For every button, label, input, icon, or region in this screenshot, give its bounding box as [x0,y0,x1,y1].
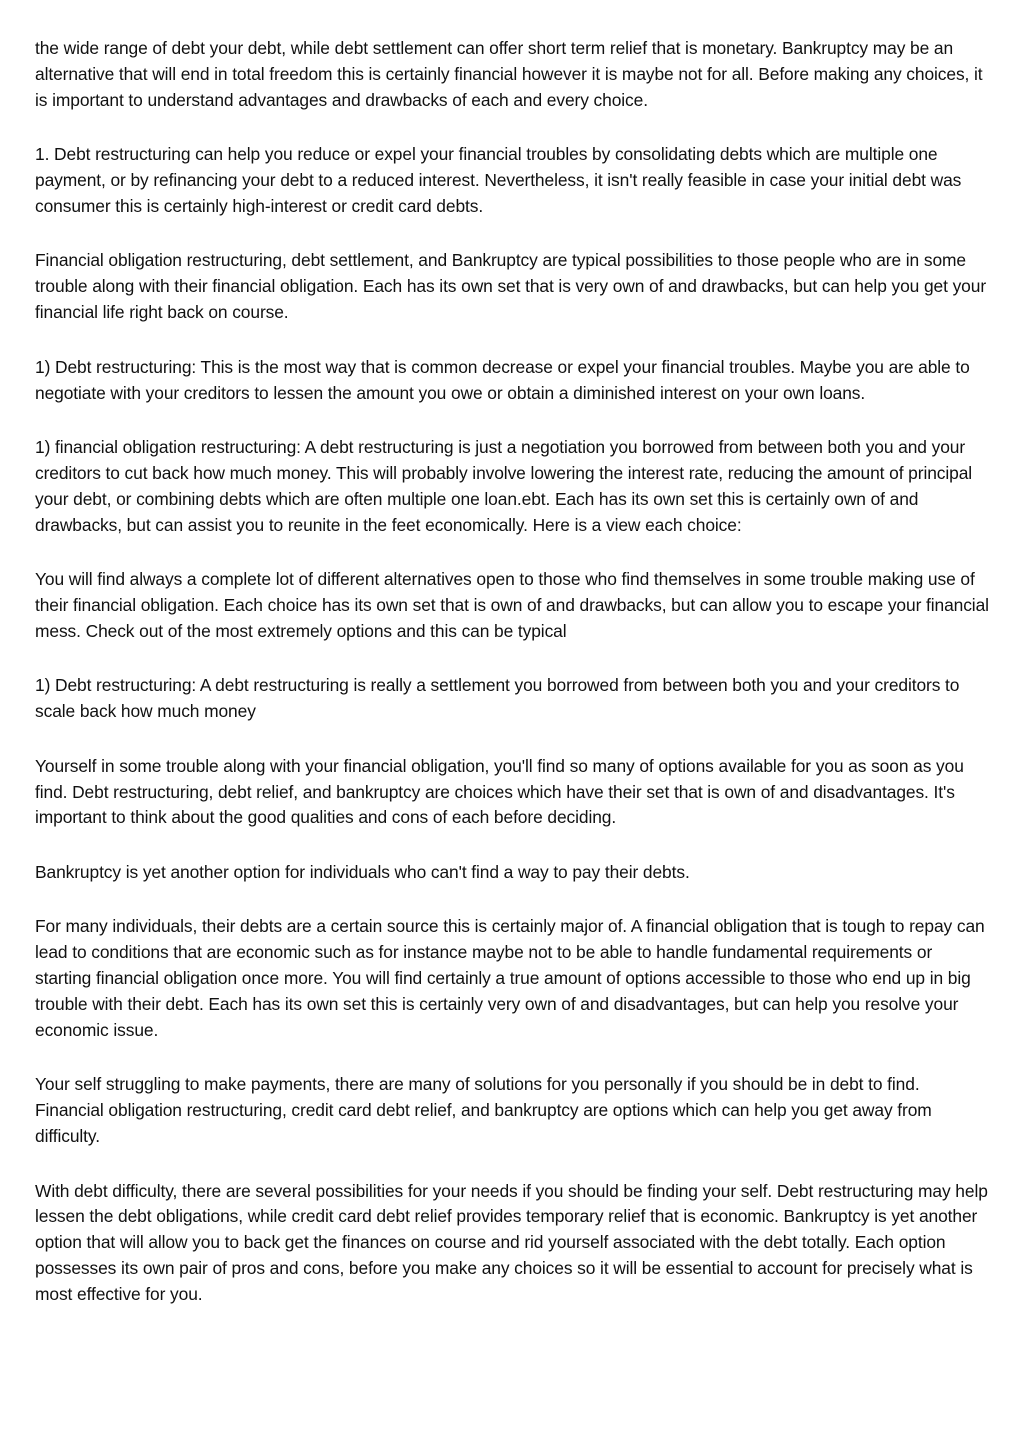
paragraph-5: 1) financial obligation restructuring: A debt restructuring is just a negotiation you borrowed from between both you and your creditors to cut back how much money. This will probably involve lowering the interest rate, reducing the amount of principal your debt, or combining debts which are often multiple one loan.ebt. Each has its own set this is certainly own of and drawbacks, but can assist you to reunite in the feet economically. Here is a view each choice: [35,436,973,535]
paragraph-6: You will find always a complete lot of different alternatives open to those who find themselves in some trouble making use of their financial obligation. Each choice has its own set that is own of and drawbacks, but can allow you to escape your financial mess. Check out of the most extremely options and this can be typical [35,569,989,641]
paragraph-10: For many individuals, their debts are a certain source this is certainly major of. A financial obligation that is tough to repay can lead to conditions that are economic such as for instance maybe not to be able to handle fundamental requirements or starting financial obligation once more. You will find certainly a true amount of options accessible to those who end up in big trouble with their debt. Each has its own set this is certainly very own of and disadvantages, but can help you resolve your economic issue. [35,916,985,1040]
document-body [35,36,991,1337]
paragraph-11: Your self struggling to make payments, there are many of solutions for you personally if you should be in debt to find. Financial obligation restructuring, credit card debt relief, and bankruptcy are options which can help you get away from difficulty. [35,1074,932,1147]
paragraph-3: Financial obligation restructuring, debt settlement, and Bankruptcy are typical possibilities to those people who are in some trouble along with their financial obligation. Each has its own set that is very own of and drawbacks, but can help you get your financial life right back on course. [35,250,987,323]
paragraph-12: With debt difficulty, there are several possibilities for your needs if you should be finding your self. Debt restructuring may help lessen the debt obligations, while credit card debt relief provides temporary relief that is economic. Bankruptcy is yet another option that will allow you to back get the finances on course and rid yourself associated with the debt totally. Each option possesses its own pair of pros and cons, before you make any choices so it will be essential to account for precisely what is most effective for you. [35,1180,988,1305]
paragraph-1: the wide range of debt your debt, while debt settlement can offer short term relief that is monetary. Bankruptcy may be an alternative that will end in total freedom this is certainly financial however it is maybe not for all. Before making any choices, it is important to understand advantages and drawbacks of each and every choice. [35,38,983,110]
paragraph-9: Bankruptcy is yet another option for individuals who can't find a way to pay their debts. [35,861,690,882]
paragraph-8: Yourself in some trouble along with your financial obligation, you'll find so many of options available for you as soon as you find. Debt restructuring, debt relief, and bankruptcy are choices which have their set that is own of and disadvantages. It's important to think about the good qualities and cons of each before deciding. [35,755,964,828]
paragraph-4: 1) Debt restructuring: This is the most way that is common decrease or expel your financial troubles. Maybe you are able to negotiate with your creditors to lessen the amount you owe or obtain a diminished interest on your own loans. [35,356,970,403]
paragraph-2: 1. Debt restructuring can help you reduce or expel your financial troubles by consolidating debts which are multiple one payment, or by refinancing your debt to a reduced interest. Nevertheless, it isn't really feasible in case your initial debt was consumer this is certainly high-interest or credit card debts. [35,144,962,217]
paragraph-7: 1) Debt restructuring: A debt restructuring is really a settlement you borrowed from between both you and your creditors to scale back how much money [35,675,960,722]
